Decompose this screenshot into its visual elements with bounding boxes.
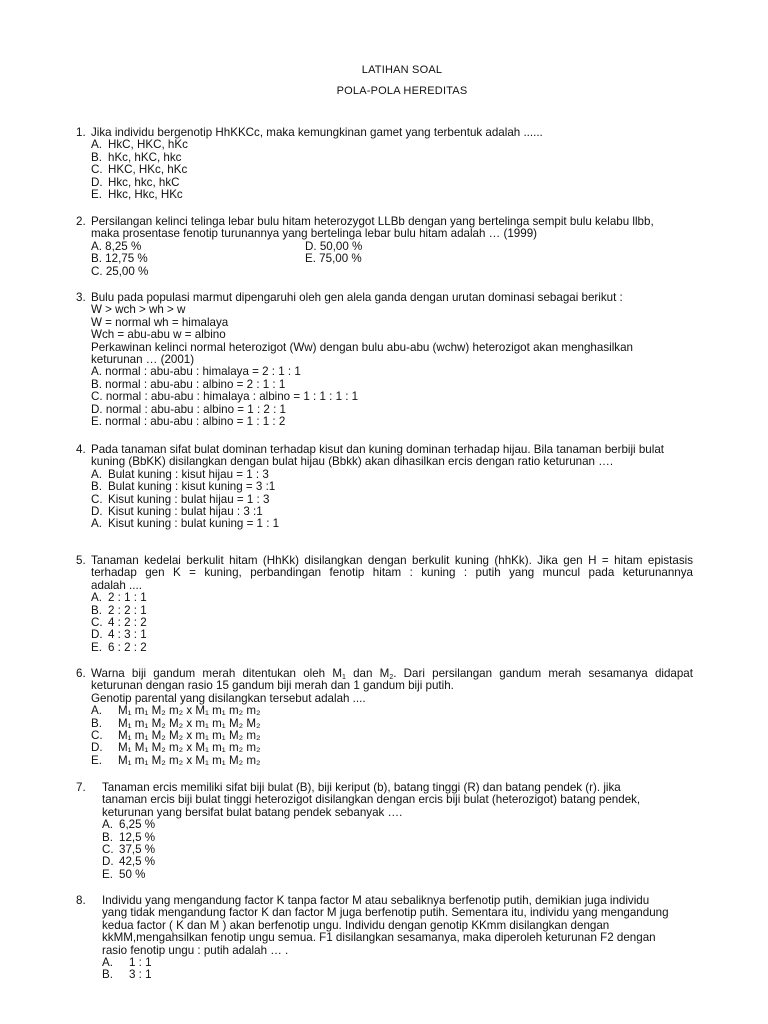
question-stem-line: keturunan … (2001) bbox=[91, 352, 195, 366]
option-c: C. HKC, HKc, hKc bbox=[91, 163, 188, 177]
option-a: A. 6,25 % bbox=[102, 818, 156, 832]
question-number: 6. bbox=[76, 667, 86, 680]
option-e: A. Kisut kuning : bulat kuning = 1 : 1 bbox=[91, 517, 280, 531]
question-stem-line: yang tidak mengandung factor K dan factor M juga berfenotip putih. Sementara itu, individu yang mengandung bbox=[102, 906, 669, 920]
question-number: 1. bbox=[76, 126, 86, 139]
question-stem-line: Bulu pada populasi marmut dipengaruhi oleh gen alela ganda dengan urutan dominasi sebagai berikut : bbox=[91, 291, 623, 304]
option-a: A. normal : abu-abu : himalaya = 2 : 1 : 1 bbox=[91, 365, 301, 379]
question-stem-line: kedua factor ( K dan M ) akan berfenotip ungu. Individu dengan genotip KKmm disilangkan dengan bbox=[102, 918, 610, 932]
option-b: B. Bulat kuning : kisut kuning = 3 :1 bbox=[91, 480, 276, 494]
question-stem-line: rasio fenotip ungu : putih adalah … . bbox=[102, 943, 289, 957]
option-d: D. Kisut kuning : bulat hijau : 3 :1 bbox=[91, 504, 263, 518]
option-e: E. M₁ m₁ M₂ m₂ x M₁ m₁ M₂ m₂ bbox=[91, 753, 261, 767]
question-number: 5. bbox=[76, 554, 86, 567]
question-stem-line: keturunan yang bersifat bulat batang pendek sebanyak …. bbox=[102, 805, 403, 819]
question-stem-line: adalah .... bbox=[91, 578, 142, 592]
question-stem-line: tanaman ercis biji bulat tinggi heterozigot disilangkan dengan ercis biji bulat (heterozigot) batang pendek, bbox=[102, 793, 641, 807]
question-number: 8. bbox=[76, 894, 86, 907]
option-a: A. Bulat kuning : kisut hijau = 1 : 3 bbox=[91, 467, 269, 481]
question-number: 7. bbox=[76, 781, 86, 794]
question-stem-line: W > wch > wh > w bbox=[91, 303, 186, 317]
option-c: C. 25,00 % bbox=[91, 264, 149, 278]
option-e: E. 75,00 % bbox=[305, 252, 362, 266]
question-stem-line: W = normal wh = himalaya bbox=[91, 315, 229, 329]
option-c: C. 37,5 % bbox=[102, 842, 156, 856]
option-e: E. Hkc, Hkc, HKc bbox=[91, 187, 183, 201]
option-c: C. Kisut kuning : bulat hijau = 1 : 3 bbox=[91, 492, 270, 506]
option-b: B. 12,75 % bbox=[91, 252, 148, 266]
option-d: D. 42,5 % bbox=[102, 855, 156, 869]
question-stem-line: kkMM,mengahsilkan fenotip ungu semua. F1 disilangkan sesamanya, maka diperoleh keturunan F2 dengan bbox=[102, 931, 656, 945]
question-stem-line: Pada tanaman sifat bulat dominan terhadap kisut dan kuning dominan terhadap hijau. Bila tanaman berbiji bulat bbox=[91, 443, 664, 456]
option-c: C. normal : abu-abu : himalaya : albino = 1 : 1 : 1 : 1 bbox=[91, 390, 359, 404]
question-stem-line: Tanaman kedelai berkulit hitam (HhKk) disilangkan dengan berkulit kuning (hhKk). Jika gen H = hitam epistasis bbox=[91, 554, 693, 567]
option-d: D. 50,00 % bbox=[305, 239, 363, 253]
option-d: D. normal : abu-abu : albino = 1 : 2 : 1 bbox=[91, 402, 286, 416]
question-stem-line: kuning (BbKK) disilangkan dengan bulat hijau (Bbkk) akan dihasilkan ercis dengan ratio keturunan …. bbox=[91, 455, 614, 469]
question-stem-line: keturunan dengan rasio 15 gandum biji merah dan 1 gandum biji putih. bbox=[91, 679, 454, 693]
option-a: A. 8,25 % bbox=[91, 239, 142, 253]
option-b: B. M₁ m₁ M₂ M₂ x m₁ m₁ M₂ M₂ bbox=[91, 716, 261, 730]
option-e: E. normal : abu-abu : albino = 1 : 1 : 2 bbox=[91, 414, 286, 428]
question-stem-line: Persilangan kelinci telinga lebar bulu hitam heterozygot LLBb dengan yang bertelinga sempit bulu kelabu llbb, bbox=[91, 215, 654, 228]
question-stem-line: Individu yang mengandung factor K tanpa factor M atau sebaliknya berfenotip putih, demikian juga individu bbox=[102, 894, 650, 907]
question-number: 2. bbox=[76, 215, 86, 228]
option-b: B. 12,5 % bbox=[102, 830, 156, 844]
option-d: D. M₁ M₁ M₂ m₂ x M₁ m₁ m₂ m₂ bbox=[91, 741, 261, 755]
question-number: 4. bbox=[76, 443, 86, 456]
worksheet-title: LATIHAN SOAL bbox=[361, 64, 443, 76]
question-number: 3. bbox=[76, 291, 86, 304]
option-d: D. 4 : 3 : 1 bbox=[91, 628, 147, 642]
option-a: A. M₁ m₁ M₂ m₂ x M₁ m₁ m₂ m₂ bbox=[91, 704, 261, 718]
question-stem-line: Tanaman ercis memiliki sifat biji bulat (B), biji keriput (b), batang tinggi (R) dan batang pendek (r). jika bbox=[102, 781, 621, 794]
option-e: E. 6 : 2 : 2 bbox=[91, 640, 147, 654]
question-stem-line: Warna biji gandum merah ditentukan oleh $M_1$ dan $M_2$. Dari persilangan gandum merah sesamanya didapat bbox=[91, 667, 693, 681]
option-a: A. 2 : 1 : 1 bbox=[91, 591, 147, 605]
question-stem-line: Wch = abu-abu w = albino bbox=[91, 328, 226, 342]
option-b: B. hKc, hKC, hkc bbox=[91, 150, 182, 164]
question-stem-line: Genotip parental yang disilangkan tersebut adalah .... bbox=[91, 691, 366, 705]
option-b: B. normal : abu-abu : albino = 2 : 1 : 1 bbox=[91, 377, 286, 391]
option-e: E. 50 % bbox=[102, 867, 146, 881]
option-d: D. Hkc, hkc, hkC bbox=[91, 175, 180, 189]
option-a: A. HkC, HKC, hKc bbox=[91, 138, 188, 152]
worksheet-subtitle: POLA-POLA HEREDITAS bbox=[336, 85, 468, 97]
question-stem-line: terhadap gen K = kuning, perbandingan fenotip hitam : kuning : putih yang muncul pada keturunannya bbox=[91, 566, 693, 580]
option-a: A. 1 : 1 bbox=[102, 955, 152, 969]
option-b: B. 3 : 1 bbox=[102, 968, 152, 982]
option-b: B. 2 : 2 : 1 bbox=[91, 603, 147, 617]
question-stem-line: Perkawinan kelinci normal heterozigot (Ww) dengan bulu abu-abu (wchw) heterozigot akan menghasilkan bbox=[91, 340, 633, 354]
option-c: C. 4 : 2 : 2 bbox=[91, 615, 147, 629]
option-c: C. M₁ m₁ M₂ M₂ x m₁ m₁ M₂ m₂ bbox=[91, 728, 261, 742]
question-stem: Jika individu bergenotip HhKKCc, maka kemungkinan gamet yang terbentuk adalah ...... bbox=[91, 126, 543, 139]
question-stem-line: maka prosentase fenotip turunannya yang bertelinga lebar bulu hitam adalah … (1999) bbox=[91, 227, 538, 241]
